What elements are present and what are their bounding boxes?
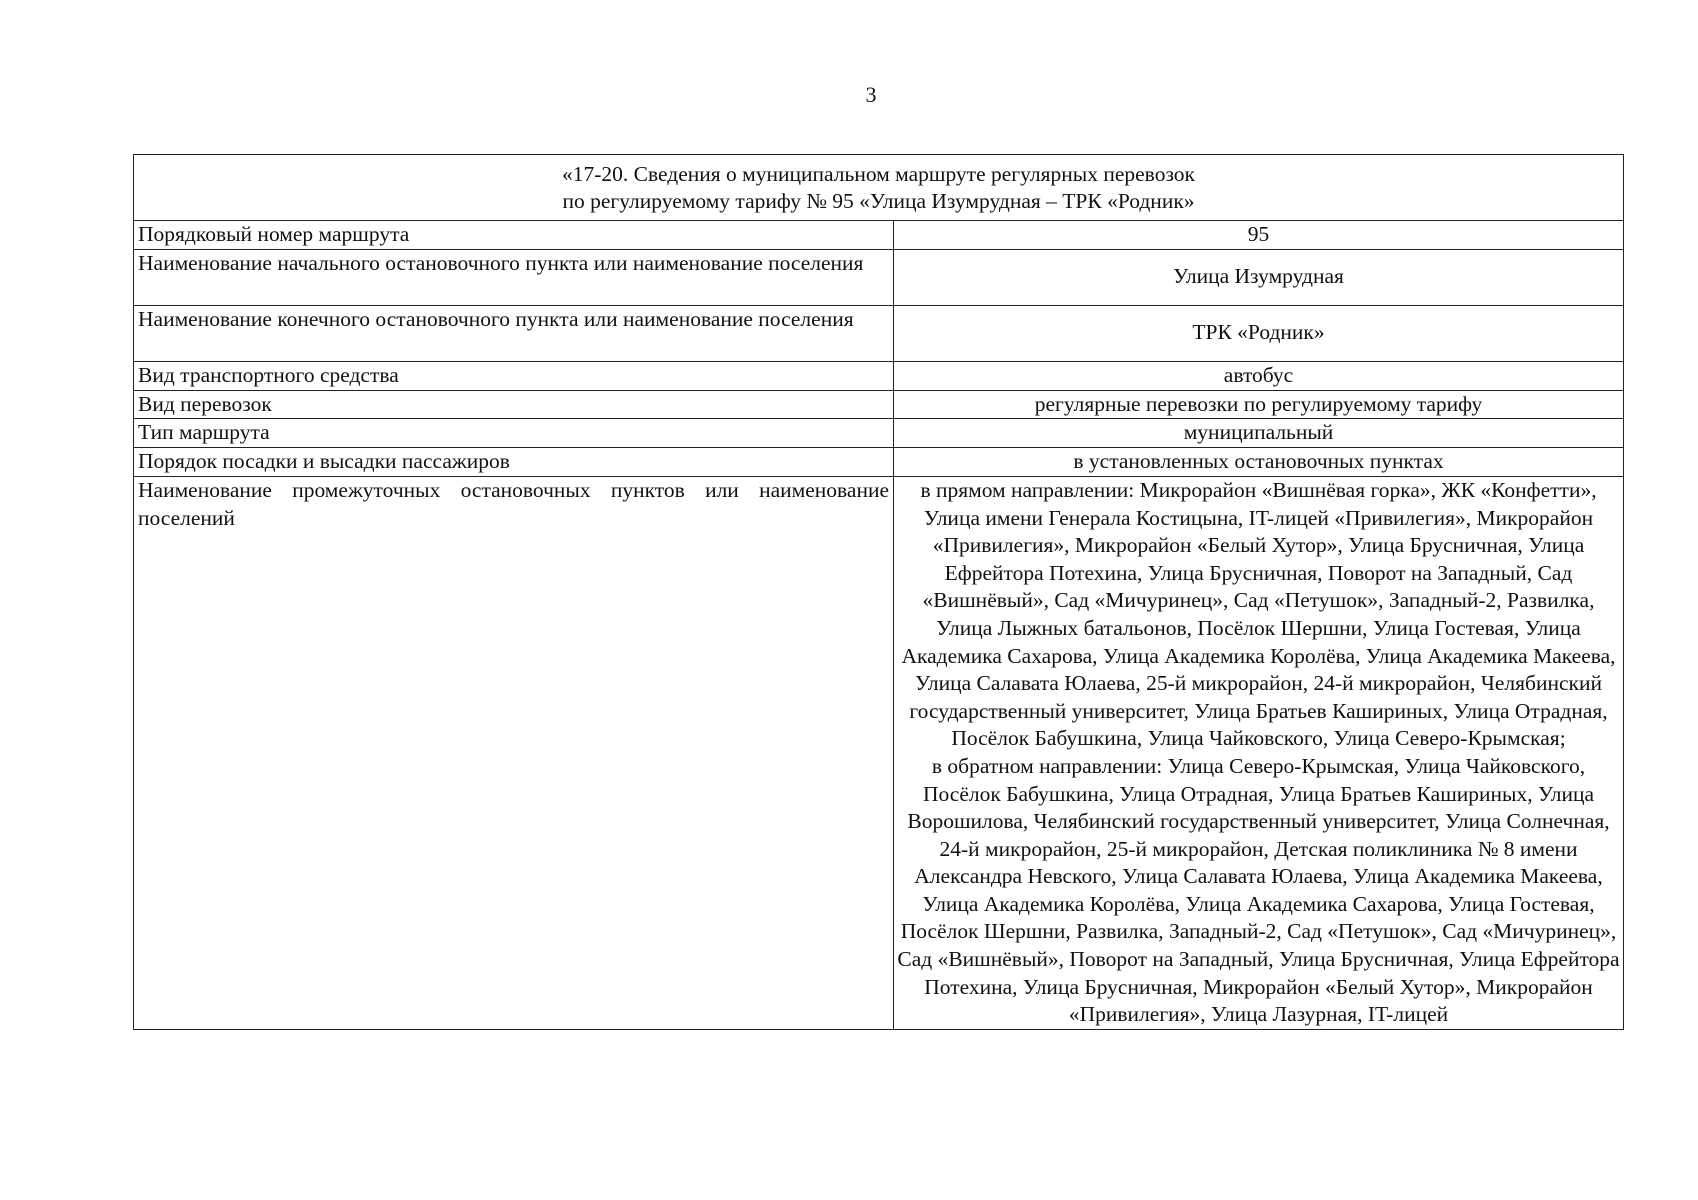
route-type-value: муниципальный (894, 419, 1624, 448)
table-row (134, 448, 1624, 477)
forward-direction-stops: в прямом направлении: Микрорайон «Вишнёвая горка», ЖК «Конфетти», Улица имени Генерала Костицына, IT-лицей «Привилегия», Микрорайон «Привилегия», Микрорайон «Белый Хутор», Улица Брусничная, Улица Ефрейтора Потехина, Улица Брусничная, Поворот на Западный, Сад «Вишнёвый», Сад «Мичуринец», Сад «Петушок», Западный-2, Развилка, Улица Лыжных батальонов, Посёлок Шершни, Улица Гостевая, Улица Академика Сахарова, Улица Академика Королёва, Улица Академика Макеева, Улица Салавата Юлаева, 25-й микрорайон, 24-й микрорайон, Челябинский государственный университет, Улица Братьев Кашириных, Улица Отрадная, Посёлок Бабушкина, Улица Чайковского, Улица Северо-Крымская; (901, 477, 1616, 751)
table-title-row (134, 155, 1624, 221)
table-row (134, 221, 1624, 250)
boarding-order-label: Порядок посадки и высадки пассажиров (134, 448, 894, 477)
table-title-line-1: «17-20. Сведения о муниципальном маршруте регулярных перевозок (562, 162, 1196, 186)
table-row (134, 361, 1624, 390)
route-type-label: Тип маршрута (134, 419, 894, 448)
intermediate-stops-value (894, 476, 1624, 1029)
end-stop-label: Наименование конечного остановочного пункта или наименование поселения (134, 305, 894, 361)
vehicle-type-label: Вид транспортного средства (134, 361, 894, 390)
table-title-line-2: по регулируемому тарифу № 95 «Улица Изумрудная – ТРК «Родник» (562, 189, 1195, 213)
vehicle-type-value: автобус (894, 361, 1624, 390)
page-number: 3 (865, 82, 877, 107)
route-number-label: Порядковый номер маршрута (134, 221, 894, 250)
transport-type-label: Вид перевозок (134, 390, 894, 419)
backward-direction-stops: в обратном направлении: Улица Северо-Крымская, Улица Чайковского, Посёлок Бабушкина, Улица Отрадная, Улица Братьев Кашириных, Улица Ворошилова, Челябинский государственный университет, Улица Солнечная, 24-й микрорайон, 25-й микрорайон, Детская поликлиника № 8 имени Александра Невского, Улица Салавата Юлаева, Улица Академика Макеева, Улица Академика Королёва, Улица Академика Сахарова, Улица Гостевая, Посёлок Шершни, Развилка, Западный-2, Сад «Петушок», Сад «Мичуринец», Сад «Вишнёвый», Поворот на Западный, Улица Брусничная, Улица Ефрейтора Потехина, Улица Брусничная, Микрорайон «Белый Хутор», Микрорайон «Привилегия», Улица Лазурная, IT-лицей (897, 753, 1620, 1027)
transport-type-value: регулярные перевозки по регулируемому тарифу (894, 390, 1624, 419)
route-info-table (133, 154, 1624, 1030)
table-row (134, 305, 1624, 361)
table-title (134, 155, 1624, 221)
table-row (134, 249, 1624, 305)
route-number-value: 95 (894, 221, 1624, 250)
table-row (134, 419, 1624, 448)
end-stop-value: ТРК «Родник» (894, 305, 1624, 361)
table-row (134, 476, 1624, 1029)
start-stop-label: Наименование начального остановочного пункта или наименование поселения (134, 249, 894, 305)
intermediate-stops-label: Наименование промежуточных остановочных пунктов или наименование поселений (134, 476, 894, 1029)
table-row (134, 390, 1624, 419)
boarding-order-value: в установленных остановочных пунктах (894, 448, 1624, 477)
start-stop-value: Улица Изумрудная (894, 249, 1624, 305)
